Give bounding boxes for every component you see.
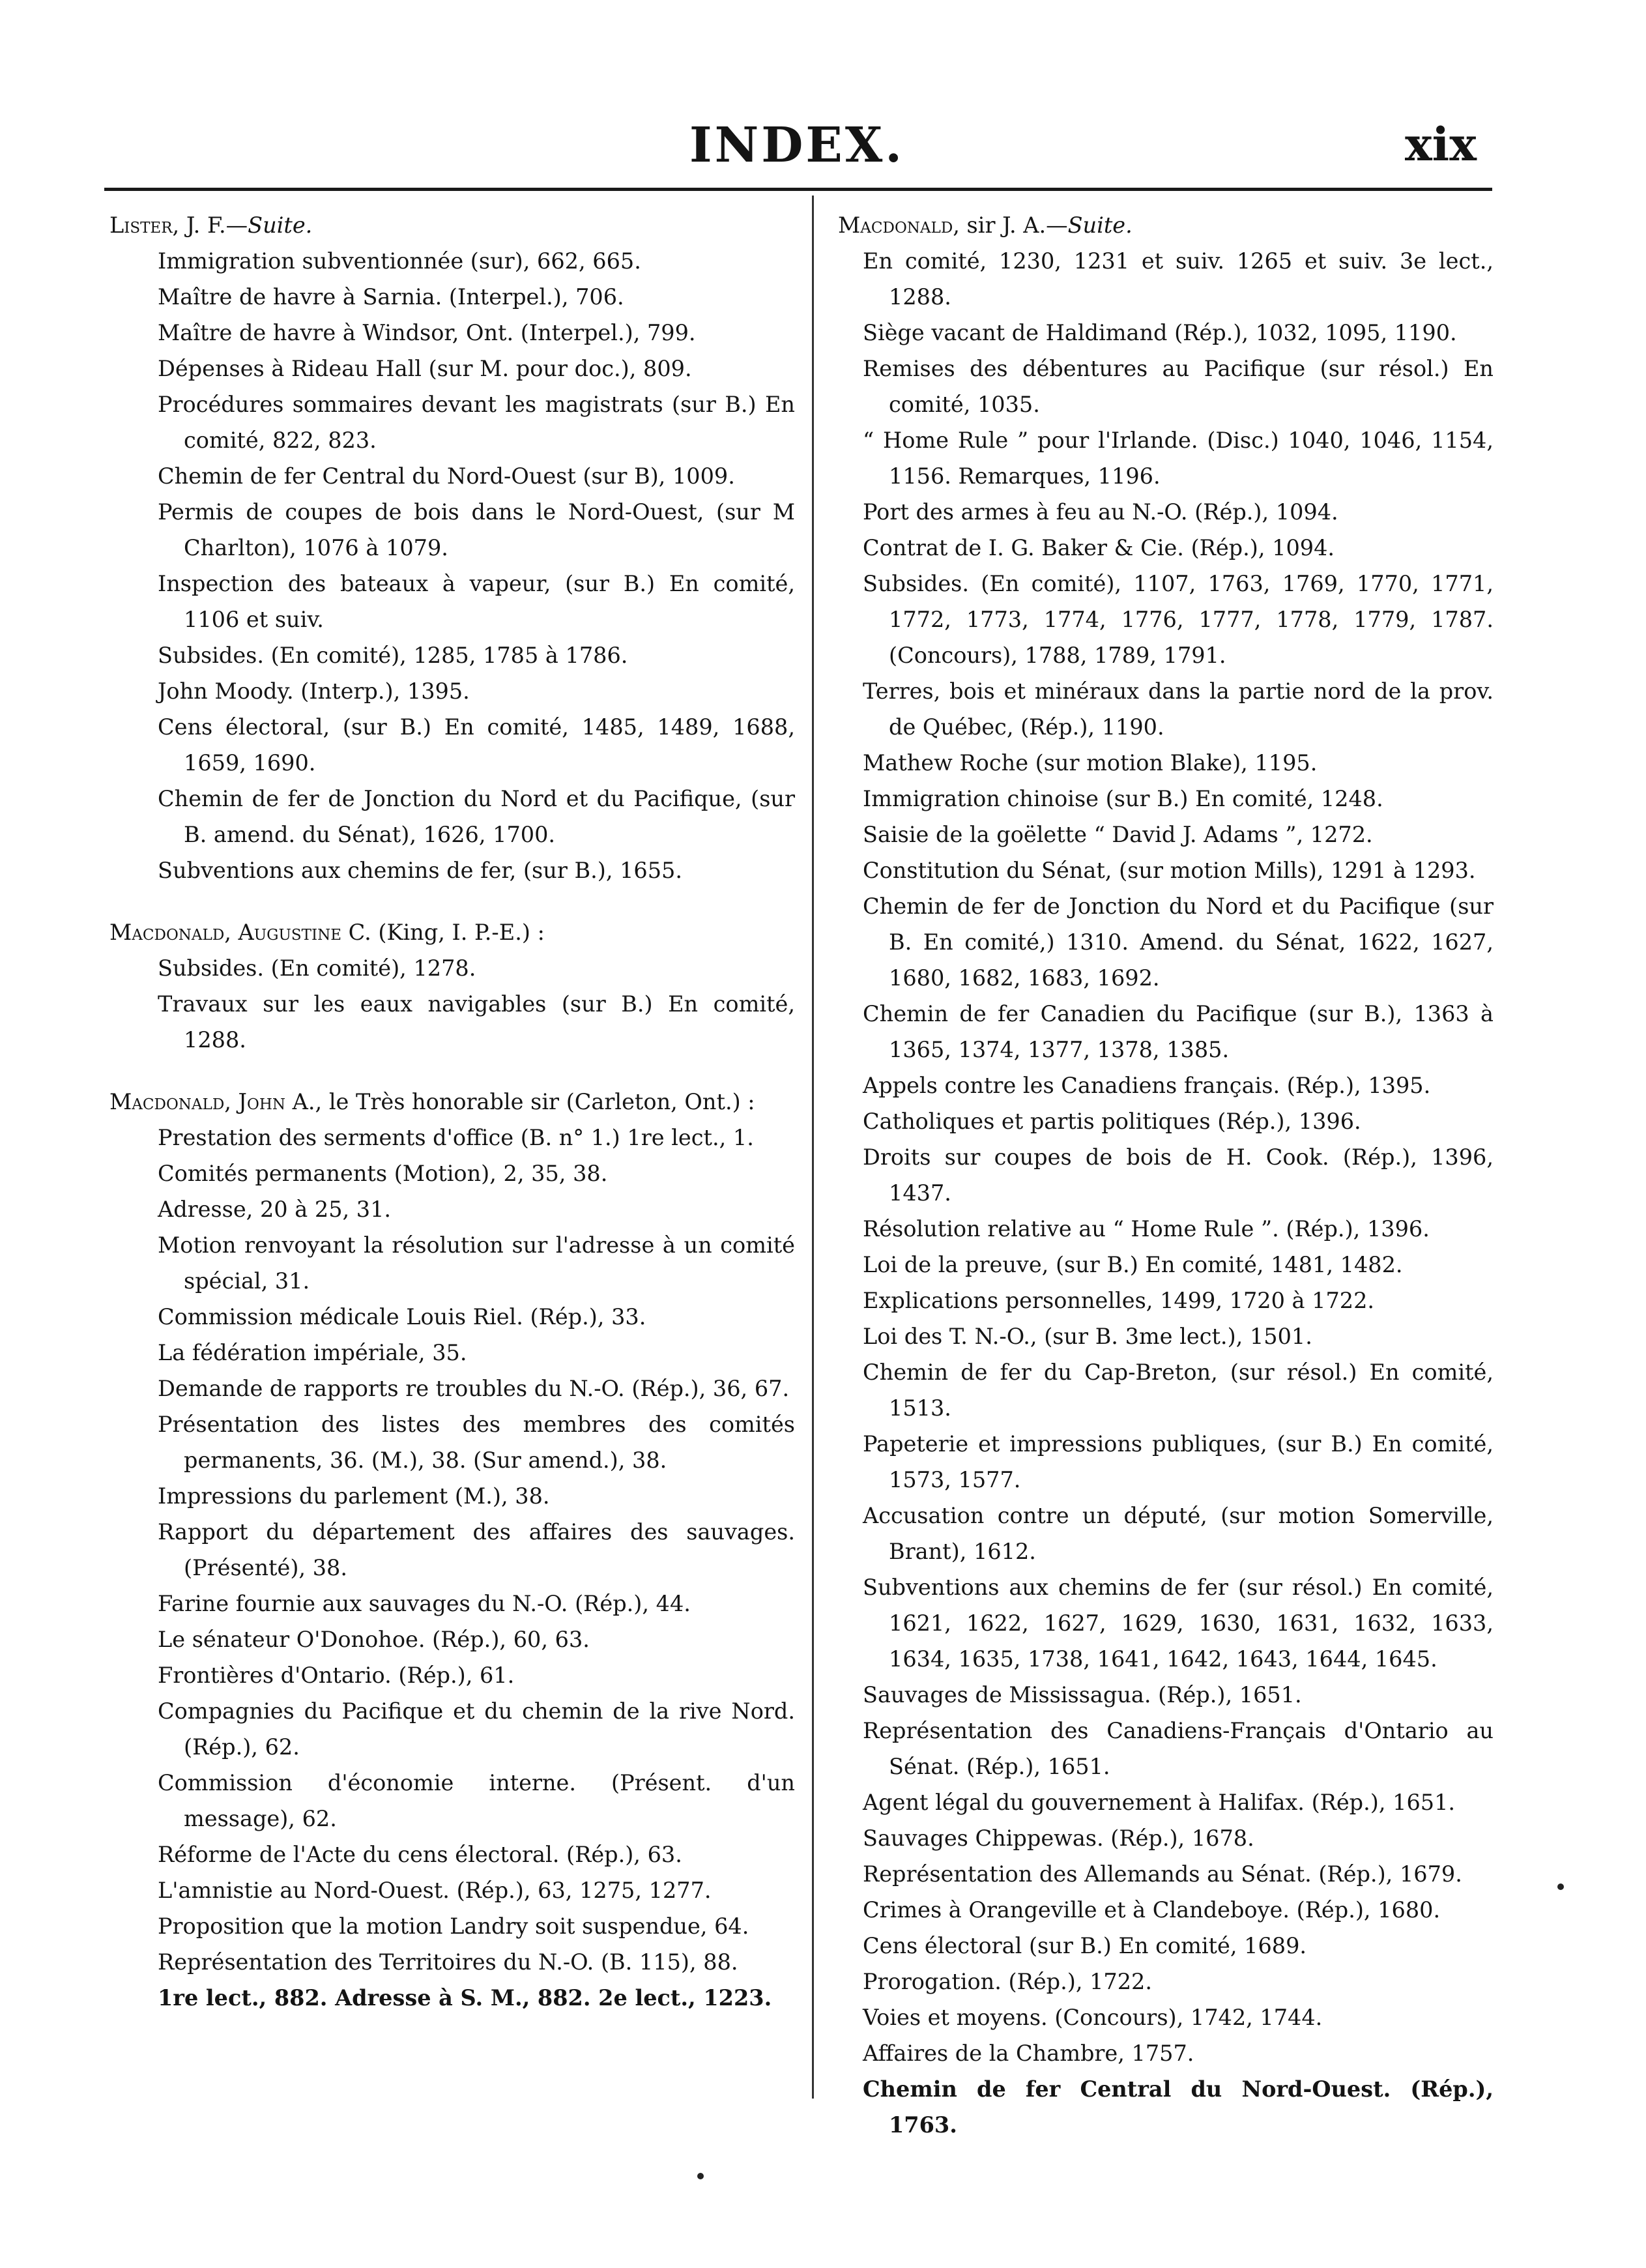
subentry: Chemin de fer du Cap-Breton, (sur résol.) En comité, 1513. <box>863 1359 1494 1421</box>
subentry: “ Home Rule ” pour l'Irlande. (Disc.) 1040, 1046, 1154, 1156. Remarques, 1196. <box>863 428 1494 489</box>
page-header <box>104 117 1490 189</box>
subentry: Commission d'économie interne. (Présent. d'un message), 62. <box>158 1770 795 1831</box>
subentry: Explications personnelles, 1499, 1720 à 1722. <box>863 1288 1375 1313</box>
subentry: Dépenses à Rideau Hall (sur M. pour doc.), 809. <box>158 356 692 381</box>
column-divider <box>812 196 814 2099</box>
subentry: Accusation contre un député, (sur motion Somerville, Brant), 1612. <box>863 1503 1494 1564</box>
subentry: Rapport du département des affaires des sauvages. (Présenté), 38. <box>158 1519 795 1580</box>
subentry: Loi des T. N.-O., (sur B. 3me lect.), 1501. <box>863 1324 1312 1349</box>
subentry: 1re lect., 882. Adresse à S. M., 882. 2e lect., 1223. <box>158 1985 772 2011</box>
subentry: Demande de rapports re troubles du N.-O. (Rép.), 36, 67. <box>158 1376 790 1401</box>
subentry: Subsides. (En comité), 1107, 1763, 1769, 1770, 1771, 1772, 1773, 1774, 1776, 1777, 1778, 1779, 1787. (Concours), 1788, 1789, 1791. <box>863 571 1494 668</box>
entry-heading <box>835 207 1494 243</box>
header-rule <box>104 188 1492 191</box>
subentry: Représentation des Allemands au Sénat. (Rép.), 1679. <box>863 1861 1462 1887</box>
entry-name: Macdonald, Augustine <box>109 920 341 945</box>
subentry: Affaires de la Chambre, 1757. <box>863 2041 1194 2066</box>
ink-speck <box>1557 1883 1564 1890</box>
subentry: Remises des débentures au Pacifique (sur résol.) En comité, 1035. <box>863 356 1494 417</box>
subentry: Proposition que la motion Landry soit suspendue, 64. <box>158 1913 749 1939</box>
subentry: Comités permanents (Motion), 2, 35, 38. <box>158 1161 608 1186</box>
subentry: Catholiques et partis politiques (Rép.), 1396. <box>863 1109 1361 1134</box>
subentry: Loi de la preuve, (sur B.) En comité, 1481, 1482. <box>863 1252 1403 1277</box>
subentry: Farine fournie aux sauvages du N.-O. (Rép.), 44. <box>158 1591 691 1616</box>
subentry: Constitution du Sénat, (sur motion Mills), 1291 à 1293. <box>863 858 1476 883</box>
subentry: Immigration chinoise (sur B.) En comité, 1248. <box>863 786 1383 811</box>
subentry: Voies et moyens. (Concours), 1742, 1744. <box>863 2005 1323 2030</box>
subentry: Résolution relative au “ Home Rule ”. (Rép.), 1396. <box>863 1216 1430 1242</box>
subentry: Subsides. (En comité), 1285, 1785 à 1786. <box>158 643 628 668</box>
page-title: INDEX. <box>689 117 904 173</box>
subentry: John Moody. (Interp.), 1395. <box>158 678 470 704</box>
subentry: Représentation des Territoires du N.-O. (B. 115), 88. <box>158 1949 738 1975</box>
subentry: Immigration subventionnée (sur), 662, 665. <box>158 248 641 274</box>
entry-heading <box>104 207 795 243</box>
page-number: xix <box>1404 117 1477 171</box>
subentry: Mathew Roche (sur motion Blake), 1195. <box>863 750 1318 776</box>
entry-name: Lister, J. F. <box>109 212 226 238</box>
index-entry <box>104 1084 795 2016</box>
entry-qualifier: sir J. A.—Suite. <box>959 212 1133 238</box>
subentry: Terres, bois et minéraux dans la partie nord de la prov. de Québec, (Rép.), 1190. <box>863 678 1494 740</box>
subentry: Présentation des listes des membres des comités permanents, 36. (M.), 38. (Sur amend.), 38. <box>158 1412 795 1473</box>
subentry: Chemin de fer de Jonction du Nord et du Pacifique, (sur B. amend. du Sénat), 1626, 1700. <box>158 786 795 847</box>
subentry: Appels contre les Canadiens français. (Rép.), 1395. <box>863 1073 1431 1098</box>
subentry: Le sénateur O'Donohoe. (Rép.), 60, 63. <box>158 1627 590 1652</box>
subentry: Subventions aux chemins de fer (sur résol.) En comité, 1621, 1622, 1627, 1629, 1630, 1631, 1632, 1633, 1634, 1635, 1738, 1641, 1642, 1643, 1644, 1645. <box>863 1575 1494 1672</box>
subentry: Procédures sommaires devant les magistrats (sur B.) En comité, 822, 823. <box>158 392 795 453</box>
subentry: Adresse, 20 à 25, 31. <box>158 1197 392 1222</box>
subentry: Sauvages de Mississagua. (Rép.), 1651. <box>863 1682 1302 1708</box>
subentry: Siège vacant de Haldimand (Rép.), 1032, 1095, 1190. <box>863 320 1457 345</box>
entry-heading <box>104 914 795 950</box>
subentry: Chemin de fer de Jonction du Nord et du Pacifique (sur B. En comité,) 1310. Amend. du Sénat, 1622, 1627, 1680, 1682, 1683, 1692. <box>863 894 1494 991</box>
subentry: Maître de havre à Sarnia. (Interpel.), 706. <box>158 284 624 310</box>
subentry: Motion renvoyant la résolution sur l'adresse à un comité spécial, 31. <box>158 1232 795 1294</box>
subentry: Chemin de fer Central du Nord-Ouest (sur B), 1009. <box>158 463 735 489</box>
index-entry <box>835 207 1494 2143</box>
subentry: Papeterie et impressions publiques, (sur B.) En comité, 1573, 1577. <box>863 1431 1494 1492</box>
entry-qualifier: A., le Très honorable sir (Carleton, Ont.) : <box>285 1089 755 1114</box>
entry-heading <box>104 1084 795 1120</box>
subentry: Commission médicale Louis Riel. (Rép.), 33. <box>158 1304 646 1330</box>
subentry: Inspection des bateaux à vapeur, (sur B.) En comité, 1106 et suiv. <box>158 571 795 632</box>
subentry: Crimes à Orangeville et à Clandeboye. (Rép.), 1680. <box>863 1897 1441 1923</box>
ink-speck <box>697 2173 704 2179</box>
subentry: Représentation des Canadiens-Français d'Ontario au Sénat. (Rép.), 1651. <box>863 1718 1494 1779</box>
subentry: Droits sur coupes de bois de H. Cook. (Rép.), 1396, 1437. <box>863 1144 1494 1206</box>
subentry: Chemin de fer Central du Nord-Ouest. (Rép.), 1763. <box>863 2076 1494 2138</box>
subentry: Port des armes à feu au N.-O. (Rép.), 1094. <box>863 499 1338 525</box>
subentry: Subventions aux chemins de fer, (sur B.), 1655. <box>158 858 683 883</box>
left-column <box>104 207 795 2016</box>
subentry: La fédération impériale, 35. <box>158 1340 467 1365</box>
subentry: Saisie de la goëlette “ David J. Adams ”, 1272. <box>863 822 1373 847</box>
subentry: Permis de coupes de bois dans le Nord-Ouest, (sur M Charlton), 1076 à 1079. <box>158 499 795 560</box>
subentry: Contrat de I. G. Baker & Cie. (Rép.), 1094. <box>863 535 1335 560</box>
subentry: Impressions du parlement (M.), 38. <box>158 1483 550 1509</box>
subentry: Subsides. (En comité), 1278. <box>158 955 476 981</box>
entry-name: Macdonald, John <box>109 1089 286 1114</box>
subentry: Maître de havre à Windsor, Ont. (Interpel.), 799. <box>158 320 696 345</box>
subentry: Agent légal du gouvernement à Halifax. (Rép.), 1651. <box>863 1790 1456 1815</box>
subentry: Réforme de l'Acte du cens électoral. (Rép.), 63. <box>158 1842 682 1867</box>
index-entry <box>104 914 795 1058</box>
subentry: Cens électoral (sur B.) En comité, 1689. <box>863 1933 1307 1958</box>
subentry: L'amnistie au Nord-Ouest. (Rép.), 63, 1275, 1277. <box>158 1878 712 1903</box>
subentry: En comité, 1230, 1231 et suiv. 1265 et suiv. 3e lect., 1288. <box>863 248 1494 310</box>
entry-name: Macdonald, <box>838 212 960 238</box>
subentry: Cens électoral, (sur B.) En comité, 1485, 1489, 1688, 1659, 1690. <box>158 714 795 776</box>
entry-qualifier: C. (King, I. P.-E.) : <box>341 920 545 945</box>
subentry: Prestation des serments d'office (B. n° 1.) 1re lect., 1. <box>158 1125 754 1150</box>
subentry: Chemin de fer Canadien du Pacifique (sur B.), 1363 à 1365, 1374, 1377, 1378, 1385. <box>863 1001 1494 1062</box>
subentry: Travaux sur les eaux navigables (sur B.) En comité, 1288. <box>158 991 795 1053</box>
index-entry <box>104 207 795 888</box>
subentry: Compagnies du Pacifique et du chemin de la rive Nord. (Rép.), 62. <box>158 1698 795 1760</box>
subentry: Sauvages Chippewas. (Rép.), 1678. <box>863 1825 1254 1851</box>
entry-qualifier: —Suite. <box>225 212 313 238</box>
right-column <box>835 207 1494 2143</box>
subentry: Frontières d'Ontario. (Rép.), 61. <box>158 1663 515 1688</box>
subentry: Prorogation. (Rép.), 1722. <box>863 1969 1153 1994</box>
